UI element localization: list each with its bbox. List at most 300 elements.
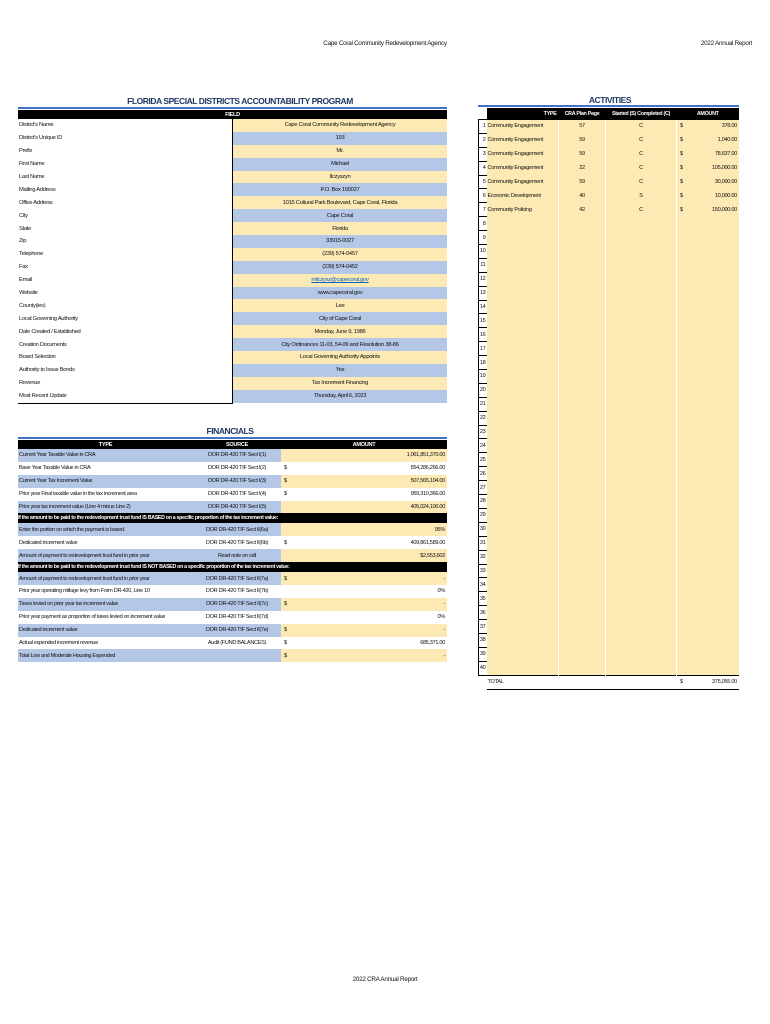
activity-empty-cell <box>606 536 677 550</box>
financial-type: Base Year Taxable Value in CRA <box>18 462 193 475</box>
financials-table <box>18 440 447 662</box>
field-row <box>18 274 447 287</box>
activity-empty-cell <box>606 467 677 481</box>
activity-number: 4 <box>479 161 487 175</box>
financial-amount-cell <box>281 488 447 501</box>
activity-row-empty <box>479 661 740 675</box>
financial-amount-wrap <box>281 452 447 458</box>
dollar-sign: $ <box>677 189 708 203</box>
financial-row <box>18 475 447 488</box>
activity-row-empty <box>479 342 740 356</box>
activity-total-row <box>479 675 740 689</box>
activity-empty-cell <box>708 217 739 231</box>
email-link[interactable]: milczysz@capecoral.gov <box>311 277 369 284</box>
total-blank <box>606 675 677 689</box>
activity-empty-cell <box>708 272 739 286</box>
field-label: Mailing Address <box>18 183 233 196</box>
field-row <box>18 158 447 171</box>
financial-amount: 0% <box>437 614 445 621</box>
activity-empty-cell <box>606 425 677 439</box>
financial-amount-wrap <box>281 540 447 546</box>
field-row <box>18 119 447 132</box>
activity-empty-cell <box>708 481 739 495</box>
act-header-type: TYPE <box>487 108 559 120</box>
activity-empty-cell <box>606 370 677 384</box>
activity-empty-cell <box>708 286 739 300</box>
activity-empty-cell <box>606 661 677 675</box>
activity-empty-cell <box>559 397 606 411</box>
activity-number: 23 <box>479 425 487 439</box>
activity-empty-cell <box>559 217 606 231</box>
activity-number: 33 <box>479 564 487 578</box>
financial-amount-wrap <box>281 553 447 559</box>
field-row <box>18 209 447 222</box>
activity-row <box>479 189 740 203</box>
activity-empty-cell <box>677 536 708 550</box>
total-blank <box>559 675 606 689</box>
activity-empty-cell <box>677 217 708 231</box>
activity-empty-cell <box>606 342 677 356</box>
based-subheader <box>18 513 447 523</box>
activity-type: Community Policing <box>487 203 559 217</box>
financial-amount-cell <box>281 572 447 585</box>
activity-number: 34 <box>479 578 487 592</box>
activity-empty-cell <box>559 647 606 661</box>
financial-amount: $2,553,602 <box>420 552 445 559</box>
activity-empty-cell <box>606 300 677 314</box>
activity-empty-cell <box>606 592 677 606</box>
financial-amount: 409,861,589.00 <box>410 539 445 546</box>
activity-number: 24 <box>479 439 487 453</box>
activity-row-empty <box>479 383 740 397</box>
activity-empty-cell <box>487 314 559 328</box>
financial-amount: 0% <box>437 588 445 595</box>
activity-empty-cell <box>559 411 606 425</box>
activity-empty-cell <box>606 314 677 328</box>
activity-empty-cell <box>487 370 559 384</box>
dollar-sign: $ <box>677 675 708 689</box>
field-value: Cape Coral Community Redevelopment Agency <box>233 119 448 132</box>
activity-empty-cell <box>708 550 739 564</box>
activity-empty-cell <box>606 647 677 661</box>
financial-type: Total Low and Moderate Housing Expended <box>18 649 193 662</box>
activity-empty-cell <box>487 439 559 453</box>
total-label: TOTAL <box>487 675 559 689</box>
activity-row <box>479 133 740 147</box>
activity-amount: 150,000.00 <box>708 203 739 217</box>
field-value: Michael <box>233 158 448 171</box>
activity-empty-cell <box>606 550 677 564</box>
activity-empty-cell <box>677 231 708 245</box>
activity-empty-cell <box>559 481 606 495</box>
activity-empty-cell <box>708 328 739 342</box>
financial-amount: 1,061,851,370.00 <box>406 452 445 459</box>
activity-row <box>479 203 740 217</box>
activity-empty-cell <box>487 661 559 675</box>
activity-empty-cell <box>677 397 708 411</box>
activity-number: 38 <box>479 633 487 647</box>
field-label: Most Recent Update <box>18 390 233 403</box>
financial-row <box>18 572 447 585</box>
activity-row-empty <box>479 286 740 300</box>
activity-empty-cell <box>487 481 559 495</box>
activity-number: 20 <box>479 383 487 397</box>
activity-empty-cell <box>708 258 739 272</box>
activity-number: 26 <box>479 467 487 481</box>
activities-table <box>478 108 739 690</box>
activity-empty-cell <box>677 342 708 356</box>
field-label: Office Address <box>18 196 233 209</box>
activity-number: 19 <box>479 370 487 384</box>
activity-status: C <box>606 161 677 175</box>
activity-number: 30 <box>479 522 487 536</box>
activity-empty-cell <box>559 578 606 592</box>
financial-type: Dedicated increment value <box>18 536 193 549</box>
financial-source: DOR DR-420 TIF Sect II(7e) <box>193 624 281 637</box>
financial-row <box>18 536 447 549</box>
activity-empty-cell <box>487 508 559 522</box>
activity-empty-cell <box>606 495 677 509</box>
activity-empty-cell <box>487 411 559 425</box>
activity-empty-cell <box>708 356 739 370</box>
activity-empty-cell <box>559 342 606 356</box>
activity-row-empty <box>479 314 740 328</box>
activity-empty-cell <box>606 481 677 495</box>
field-value: City Ordinances 11-03, 54-09 and Resolution 38-86 <box>233 338 448 351</box>
activity-type: Community Engagement <box>487 133 559 147</box>
field-value <box>233 274 448 287</box>
financial-amount: - <box>443 652 445 659</box>
financial-source: DOR DR-420 TIF Sect II(7c) <box>193 598 281 611</box>
financial-type: Enter the portion on which the payment is based. <box>18 523 193 536</box>
activity-empty-cell <box>708 453 739 467</box>
activity-amount: 78,637.00 <box>708 147 739 161</box>
field-value: Local Governing Authority Appoints <box>233 351 448 364</box>
activity-empty-cell <box>708 606 739 620</box>
activity-empty-cell <box>708 536 739 550</box>
activity-amount: 10,000.00 <box>708 189 739 203</box>
activity-empty-cell <box>677 383 708 397</box>
financial-type: Taxes levied on prior year tax increment value <box>18 598 193 611</box>
activity-empty-cell <box>559 522 606 536</box>
activity-empty-cell <box>606 633 677 647</box>
header-report: 2022 Annual Report <box>700 40 752 47</box>
field-value: (239) 574-0457 <box>233 248 448 261</box>
activity-empty-cell <box>487 425 559 439</box>
activity-number: 3 <box>479 147 487 161</box>
activity-empty-cell <box>606 356 677 370</box>
field-label: Prefix <box>18 145 233 158</box>
activity-row-empty <box>479 328 740 342</box>
field-value: Tax Increment Financing <box>233 377 448 390</box>
financial-amount: 554,286,266.00 <box>410 465 445 472</box>
financial-type: Prior year Final taxable value in the tax increment area <box>18 488 193 501</box>
financial-amount-wrap <box>281 527 447 533</box>
financial-amount-wrap <box>281 627 447 633</box>
activity-number: 27 <box>479 481 487 495</box>
activity-row-empty <box>479 439 740 453</box>
activity-number: 21 <box>479 397 487 411</box>
field-row <box>18 312 447 325</box>
financial-amount-cell <box>281 549 447 562</box>
financial-amount-cell <box>281 523 447 536</box>
activity-row-empty <box>479 647 740 661</box>
activity-number: 15 <box>479 314 487 328</box>
activity-status: C <box>606 175 677 189</box>
financial-amount-cell <box>281 475 447 488</box>
activity-empty-cell <box>487 578 559 592</box>
activity-empty-cell <box>708 495 739 509</box>
activity-empty-cell <box>677 564 708 578</box>
activity-empty-cell <box>606 286 677 300</box>
activity-empty-cell <box>559 245 606 259</box>
financial-amount-wrap <box>281 614 447 620</box>
financial-source: DOR DR-420 TIF Sect II(6a) <box>193 523 281 536</box>
act-header-amount: AMOUNT <box>677 108 740 120</box>
financial-type: Prior year payment as proportion of taxes levied on increment value <box>18 611 193 624</box>
financial-row <box>18 549 447 562</box>
activity-number: 10 <box>479 245 487 259</box>
field-value: Mr. <box>233 145 448 158</box>
activity-row <box>479 147 740 161</box>
activity-row <box>479 175 740 189</box>
activity-empty-cell <box>559 258 606 272</box>
not-based-subheader <box>18 562 447 572</box>
activity-empty-cell <box>677 620 708 634</box>
activity-empty-cell <box>677 606 708 620</box>
field-label: Zip <box>18 235 233 248</box>
activity-empty-cell <box>559 550 606 564</box>
based-subheader-text: If the amount to be paid to the redevelopment trust fund IS BASED on a specific proportion of the tax increment value: <box>18 513 447 523</box>
activity-row-empty <box>479 620 740 634</box>
field-row <box>18 196 447 209</box>
field-value: Cape Coral <box>233 209 448 222</box>
field-value: www.capecoral.gov <box>233 287 448 300</box>
activity-empty-cell <box>708 425 739 439</box>
activity-empty-cell <box>606 620 677 634</box>
activity-row-empty <box>479 300 740 314</box>
page-footer: 2022 CRA Annual Report <box>352 976 418 983</box>
activity-number: 25 <box>479 453 487 467</box>
activity-status: C <box>606 120 677 134</box>
field-row <box>18 171 447 184</box>
dollar-sign: $ <box>677 203 708 217</box>
activity-empty-cell <box>487 356 559 370</box>
activity-empty-cell <box>606 245 677 259</box>
activity-empty-cell <box>606 439 677 453</box>
field-label: Local Governing Authority <box>18 312 233 325</box>
financial-type: Dedicated increment value <box>18 624 193 637</box>
field-header: FIELD <box>18 110 447 119</box>
activity-empty-cell <box>559 495 606 509</box>
financial-row <box>18 523 447 536</box>
activity-amount: 105,000.00 <box>708 161 739 175</box>
header-agency: Cape Coral Community Redevelopment Agency <box>323 40 447 47</box>
financial-row <box>18 488 447 501</box>
activity-empty-cell <box>708 439 739 453</box>
activity-empty-cell <box>487 467 559 481</box>
activity-empty-cell <box>606 508 677 522</box>
activity-empty-cell <box>677 258 708 272</box>
activity-row-empty <box>479 411 740 425</box>
activity-number: 2 <box>479 133 487 147</box>
financial-amount-cell <box>281 624 447 637</box>
activity-number: 11 <box>479 258 487 272</box>
field-row <box>18 183 447 196</box>
activity-empty-cell <box>559 370 606 384</box>
financial-amount-wrap <box>281 504 447 510</box>
financial-type: Actual expended increment revenue <box>18 637 193 650</box>
financial-source: DOR DR-420 TIF Sect II(7a) <box>193 572 281 585</box>
activity-empty-cell <box>677 508 708 522</box>
activity-status: S <box>606 189 677 203</box>
activity-empty-cell <box>677 550 708 564</box>
financial-amount-cell <box>281 585 447 598</box>
financial-amount-cell <box>281 501 447 514</box>
activity-row-empty <box>479 578 740 592</box>
activity-status: C <box>606 147 677 161</box>
activity-number: 13 <box>479 286 487 300</box>
activity-empty-cell <box>708 342 739 356</box>
activity-empty-cell <box>606 397 677 411</box>
activity-number: 18 <box>479 356 487 370</box>
activity-empty-cell <box>606 522 677 536</box>
activity-row-empty <box>479 606 740 620</box>
activity-row-empty <box>479 370 740 384</box>
activity-empty-cell <box>487 453 559 467</box>
financial-amount: 95% <box>434 526 445 533</box>
activity-empty-cell <box>559 356 606 370</box>
activity-empty-cell <box>559 536 606 550</box>
activity-empty-cell <box>677 661 708 675</box>
financial-source: DOR DR-420 TIF Sect I(1) <box>193 449 281 462</box>
activity-empty-cell <box>559 508 606 522</box>
activity-empty-cell <box>606 564 677 578</box>
field-label: District's Name <box>18 119 233 132</box>
activity-empty-cell <box>708 578 739 592</box>
activity-empty-cell <box>708 522 739 536</box>
dollar-sign: $ <box>677 133 708 147</box>
activity-empty-cell <box>487 300 559 314</box>
dollar-sign: $ <box>677 120 708 134</box>
activities-title: ACTIVITIES <box>588 95 632 105</box>
activity-number: 40 <box>479 661 487 675</box>
dollar-sign: $ <box>284 601 287 608</box>
field-row <box>18 351 447 364</box>
field-value: Thursday, April 6, 2023 <box>233 390 448 403</box>
activity-type: Economic Development <box>487 189 559 203</box>
dollar-sign: $ <box>677 147 708 161</box>
field-label: Revenue <box>18 377 233 390</box>
activity-number: 1 <box>479 120 487 134</box>
activity-amount: 1,040.00 <box>708 133 739 147</box>
activity-empty-cell <box>487 647 559 661</box>
activity-status: C <box>606 203 677 217</box>
activity-type: Community Engagement <box>487 147 559 161</box>
activity-empty-cell <box>677 370 708 384</box>
activity-empty-cell <box>487 592 559 606</box>
activity-empty-cell <box>559 231 606 245</box>
activity-amount: 378.00 <box>708 120 739 134</box>
financial-amount: 685,371.00 <box>420 640 445 647</box>
financial-amount-cell <box>281 598 447 611</box>
field-value: P.O. Box 150027 <box>233 183 448 196</box>
activity-empty-cell <box>708 383 739 397</box>
fsd-title: FLORIDA SPECIAL DISTRICTS ACCOUNTABILITY PROGRAM <box>127 96 353 106</box>
activity-number: 32 <box>479 550 487 564</box>
activity-number: 16 <box>479 328 487 342</box>
activity-plan-page: 57 <box>559 120 606 134</box>
field-label: Creation Documents <box>18 338 233 351</box>
financial-source: DOR DR-420 TIF Sect II(7d) <box>193 611 281 624</box>
activity-empty-cell <box>677 495 708 509</box>
financial-amount-wrap <box>281 601 447 607</box>
financial-row <box>18 611 447 624</box>
not-based-subheader-text: If the amount to be paid to the redevelopment trust fund IS NOT BASED on a specific proportion of the tax increment value: <box>18 562 447 572</box>
activity-empty-cell <box>708 592 739 606</box>
financial-source: DOR DR-420 TIF Sect I(5) <box>193 501 281 514</box>
activity-empty-cell <box>487 231 559 245</box>
financial-amount-wrap <box>281 478 447 484</box>
field-value: 1015 Cultural Park Boulevard, Cape Coral, Florida <box>233 196 448 209</box>
financial-amount-wrap <box>281 653 447 659</box>
activity-empty-cell <box>708 370 739 384</box>
field-row <box>18 299 447 312</box>
activity-empty-cell <box>677 328 708 342</box>
fsd-title-bar <box>18 107 447 109</box>
field-row <box>18 325 447 338</box>
field-row <box>18 287 447 300</box>
field-label: Fax <box>18 261 233 274</box>
field-label: County(ies) <box>18 299 233 312</box>
activity-row-empty <box>479 508 740 522</box>
field-label: District's Unique ID <box>18 132 233 145</box>
financial-row <box>18 624 447 637</box>
activity-row <box>479 120 740 134</box>
field-row <box>18 235 447 248</box>
activity-number: 37 <box>479 620 487 634</box>
activity-empty-cell <box>677 286 708 300</box>
activity-number: 7 <box>479 203 487 217</box>
activity-plan-page: 59 <box>559 175 606 189</box>
dollar-sign: $ <box>677 175 708 189</box>
activity-row-empty <box>479 245 740 259</box>
activity-empty-cell <box>487 217 559 231</box>
activity-row-empty <box>479 231 740 245</box>
activity-empty-cell <box>677 633 708 647</box>
activity-empty-cell <box>606 272 677 286</box>
activity-empty-cell <box>708 647 739 661</box>
activity-empty-cell <box>559 286 606 300</box>
activity-number: 36 <box>479 606 487 620</box>
activity-row-empty <box>479 550 740 564</box>
activity-empty-cell <box>708 620 739 634</box>
activity-plan-page: 42 <box>559 203 606 217</box>
activity-empty-cell <box>708 467 739 481</box>
financial-amount-wrap <box>281 465 447 471</box>
activity-empty-cell <box>677 592 708 606</box>
field-label: Board Selection <box>18 351 233 364</box>
activity-empty-cell <box>559 620 606 634</box>
activity-empty-cell <box>708 633 739 647</box>
activity-empty-cell <box>487 522 559 536</box>
financial-amount-cell <box>281 611 447 624</box>
financial-amount: - <box>443 627 445 634</box>
activity-empty-cell <box>487 258 559 272</box>
financials-title: FINANCIALS <box>206 426 254 436</box>
dollar-sign: $ <box>284 640 287 647</box>
activity-empty-cell <box>487 383 559 397</box>
